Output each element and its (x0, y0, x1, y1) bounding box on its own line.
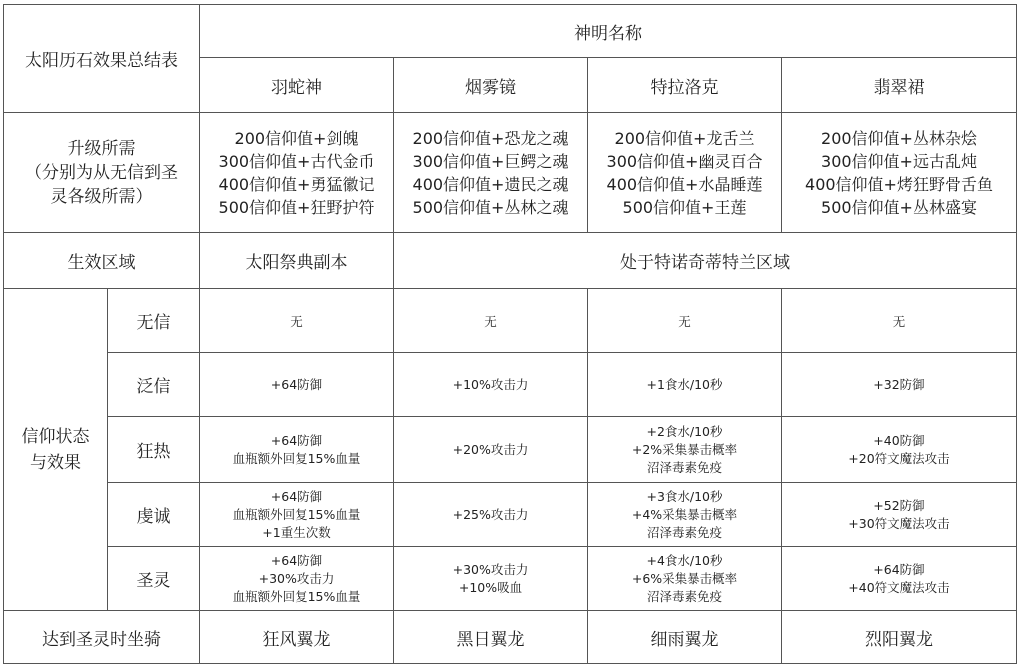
summary-table (3, 4, 1017, 664)
effect-cell: 无 (200, 289, 394, 353)
upgrade-requirements: 200信仰值+龙舌兰 300信仰值+幽灵百合 400信仰值+水晶睡莲 500信仰值+王莲 (588, 113, 782, 233)
mount-value: 狂风翼龙 (200, 611, 394, 664)
effect-cell: +64防御 +30%攻击力 血瓶额外回复15%血量 (200, 547, 394, 611)
faith-level: 圣灵 (108, 547, 200, 611)
upgrade-requirements: 200信仰值+恐龙之魂 300信仰值+巨鳄之魂 400信仰值+遗民之魂 500信仰值+丛林之魂 (394, 113, 588, 233)
faith-level: 无信 (108, 289, 200, 353)
effect-cell: +4食水/10秒 +6%采集暴击概率 沼泽毒素免疫 (588, 547, 782, 611)
effect-cell: +52防御 +30符文魔法攻击 (782, 483, 1017, 547)
effect-cell: +64防御 血瓶额外回复15%血量 +1重生次数 (200, 483, 394, 547)
mount-value: 细雨翼龙 (588, 611, 782, 664)
upgrade-requirements: 200信仰值+剑魄 300信仰值+古代金币 400信仰值+勇猛徽记 500信仰值+狂野护符 (200, 113, 394, 233)
effect-cell: +20%攻击力 (394, 417, 588, 483)
faith-level: 虔诚 (108, 483, 200, 547)
table-title: 太阳历石效果总结表 (4, 5, 200, 113)
effect-cell: +64防御 +40符文魔法攻击 (782, 547, 1017, 611)
region-value: 处于特诺奇蒂特兰区域 (394, 233, 1017, 289)
upgrade-requirements: 200信仰值+丛林杂烩 300信仰值+远古乱炖 400信仰值+烤狂野骨舌鱼 500信仰值+丛林盛宴 (782, 113, 1017, 233)
effect-cell: +10%攻击力 (394, 353, 588, 417)
god-name: 特拉洛克 (588, 58, 782, 113)
effect-cell: 无 (588, 289, 782, 353)
effect-cell: +64防御 血瓶额外回复15%血量 (200, 417, 394, 483)
effect-cell: +64防御 (200, 353, 394, 417)
mount-value: 烈阳翼龙 (782, 611, 1017, 664)
effect-cell: +2食水/10秒 +2%采集暴击概率 沼泽毒素免疫 (588, 417, 782, 483)
effect-cell: +25%攻击力 (394, 483, 588, 547)
mount-label: 达到圣灵时坐骑 (4, 611, 200, 664)
faith-level: 泛信 (108, 353, 200, 417)
god-name: 翡翠裙 (782, 58, 1017, 113)
god-name: 烟雾镜 (394, 58, 588, 113)
upgrade-label: 升级所需 （分别为从无信到圣 灵各级所需） (4, 113, 200, 233)
god-header: 神明名称 (200, 5, 1017, 58)
effect-cell: +30%攻击力 +10%吸血 (394, 547, 588, 611)
mount-value: 黑日翼龙 (394, 611, 588, 664)
effect-cell: +3食水/10秒 +4%采集暴击概率 沼泽毒素免疫 (588, 483, 782, 547)
effect-cell: +32防御 (782, 353, 1017, 417)
region-value: 太阳祭典副本 (200, 233, 394, 289)
effect-cell: 无 (394, 289, 588, 353)
faith-label: 信仰状态 与效果 (4, 289, 108, 611)
effect-cell: 无 (782, 289, 1017, 353)
effect-cell: +1食水/10秒 (588, 353, 782, 417)
region-label: 生效区域 (4, 233, 200, 289)
god-name: 羽蛇神 (200, 58, 394, 113)
faith-level: 狂热 (108, 417, 200, 483)
effect-cell: +40防御 +20符文魔法攻击 (782, 417, 1017, 483)
